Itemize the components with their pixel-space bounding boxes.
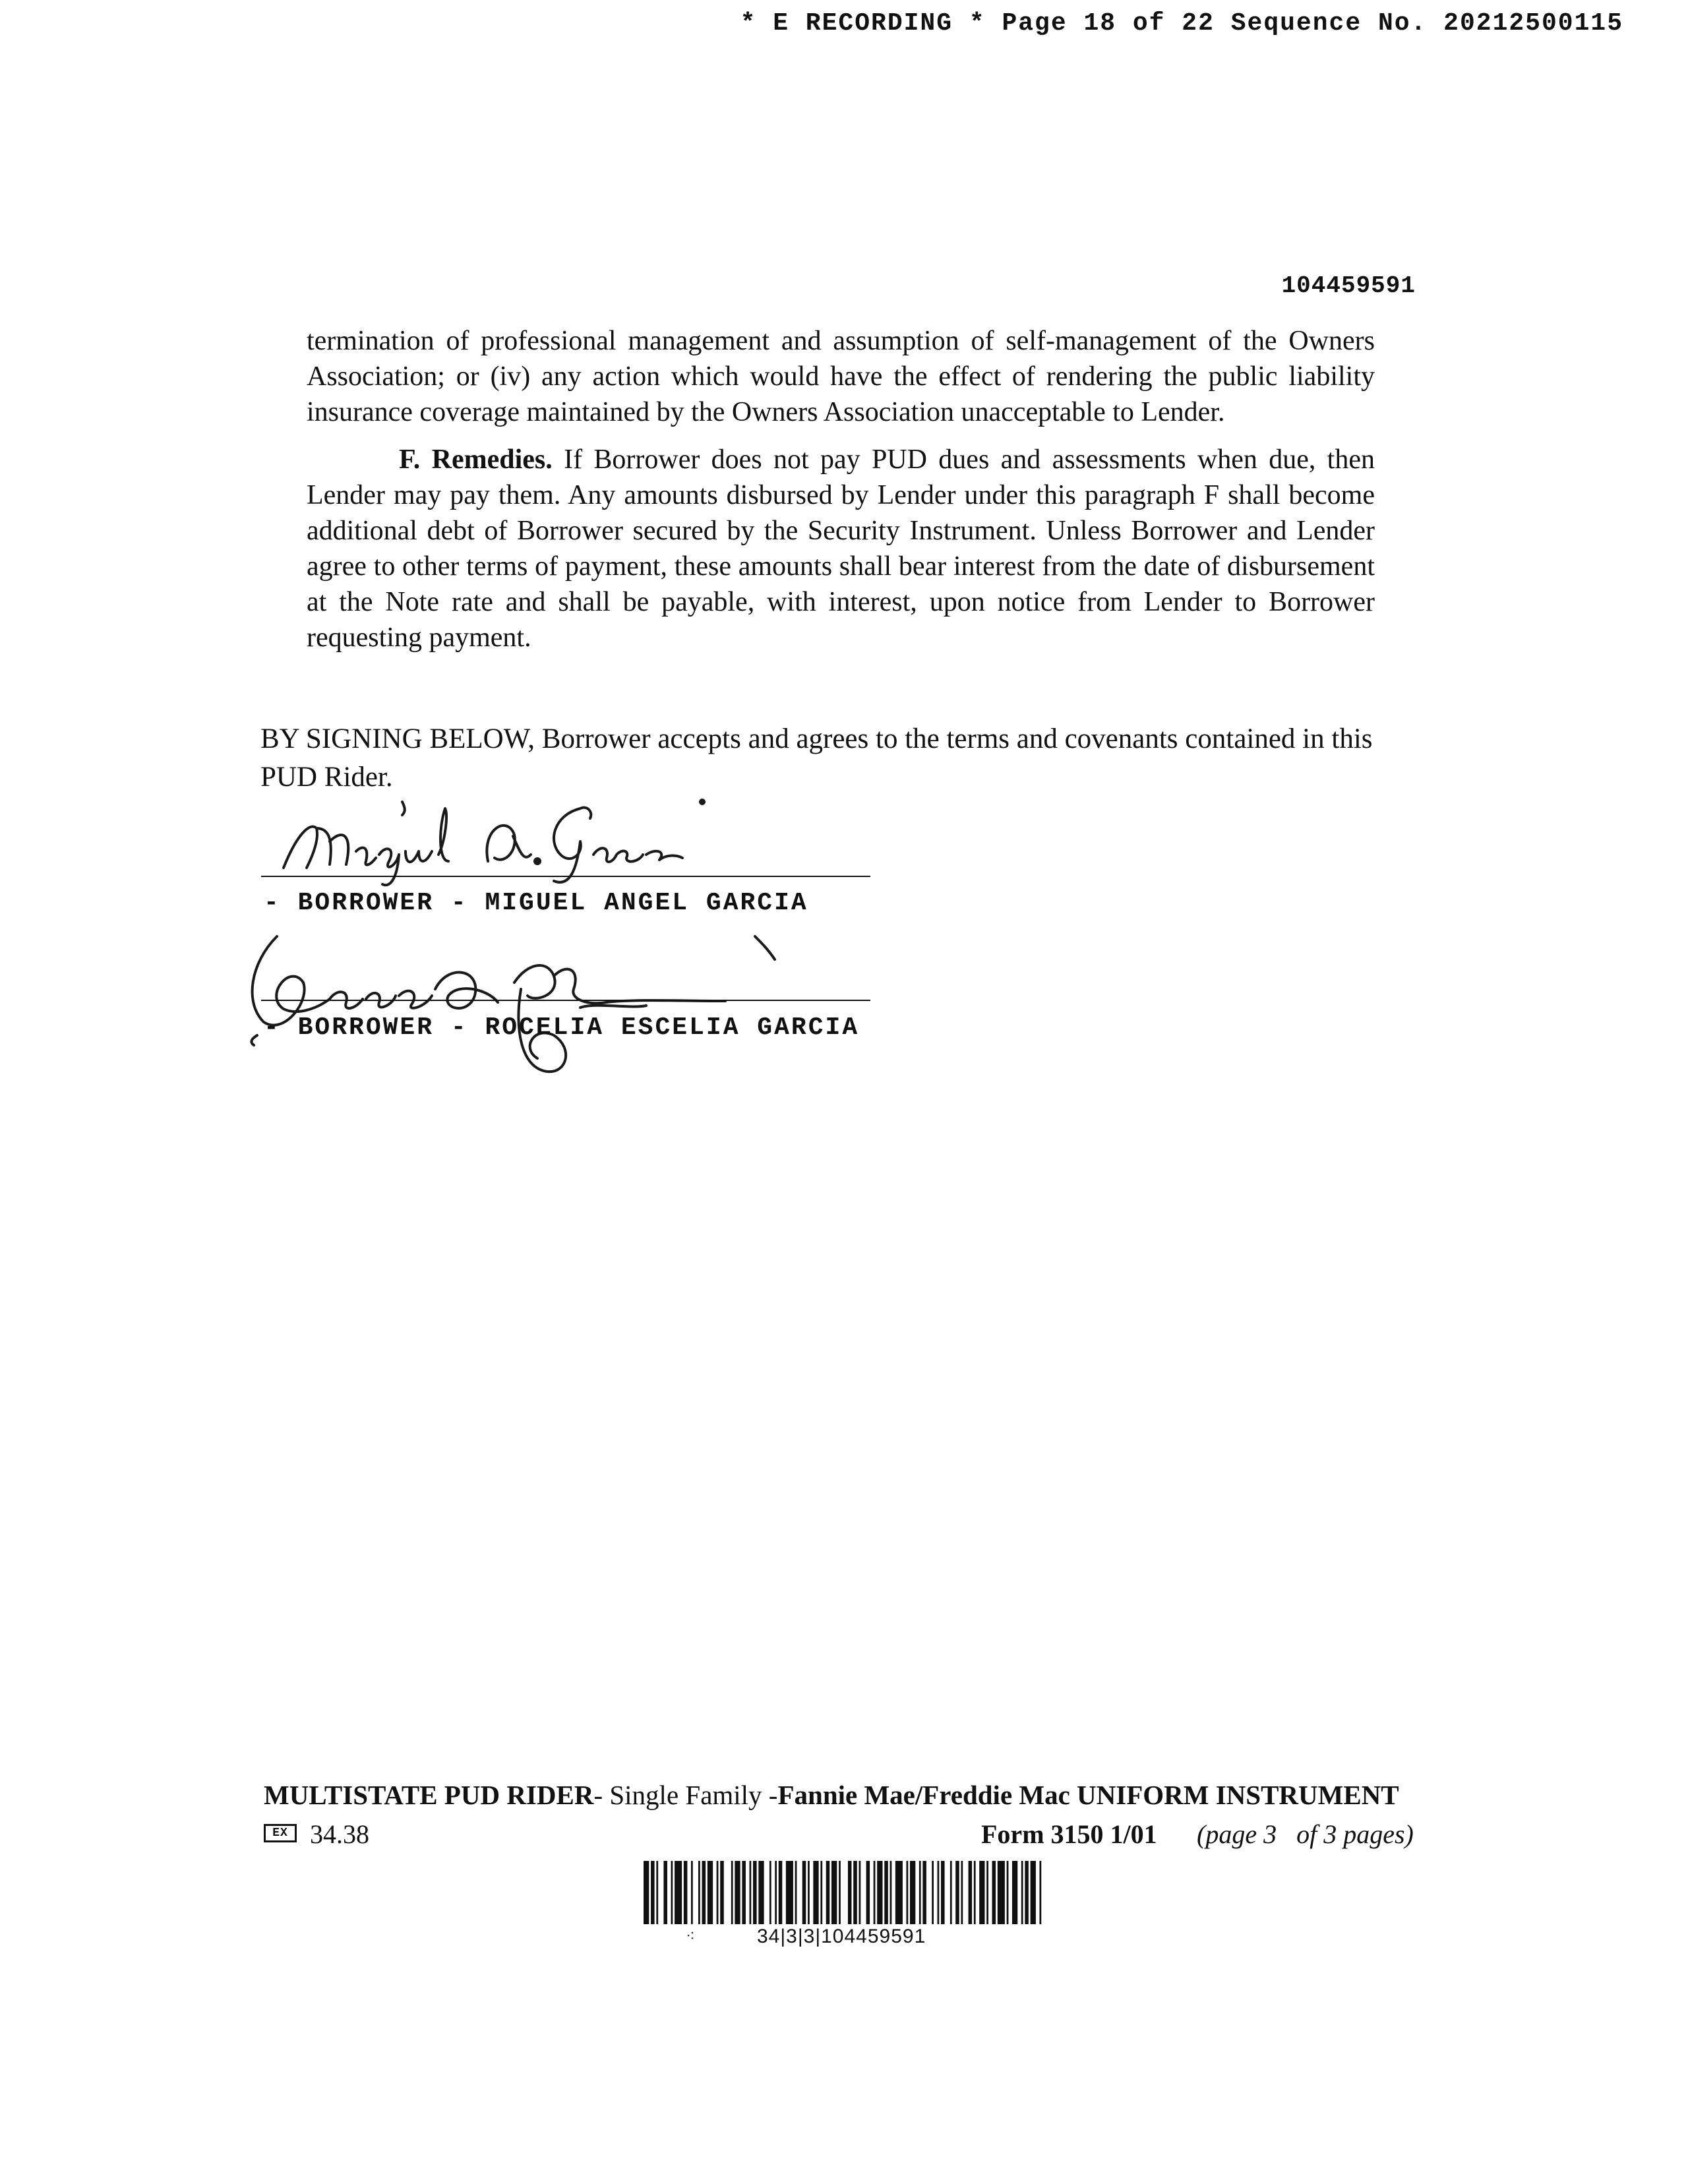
barcode-bar <box>644 1861 649 1924</box>
barcode-bar <box>895 1861 903 1924</box>
signature-rocelia-garcia <box>237 923 831 1095</box>
barcode-bar <box>974 1861 976 1924</box>
ellie-mae-logo-icon: EX <box>264 1824 297 1842</box>
barcode-bar <box>910 1861 915 1924</box>
recording-header: * E RECORDING * Page 18 of 22 Sequence No. 20212500115 <box>740 9 1623 38</box>
form-number: Form 3150 1/01 <box>981 1819 1157 1849</box>
document-barcode <box>644 1861 1043 1924</box>
barcode-bar <box>1021 1861 1023 1924</box>
barcode-bar <box>848 1861 852 1924</box>
barcode-bar <box>769 1861 771 1924</box>
barcode-bar <box>651 1861 655 1924</box>
barcode-bar <box>919 1861 921 1924</box>
barcode-mark-icon: ⁖ <box>686 1928 696 1945</box>
barcode-bar <box>826 1861 830 1924</box>
barcode-bar <box>906 1861 908 1924</box>
barcode-bar <box>717 1861 719 1924</box>
barcode-bar <box>1031 1861 1036 1924</box>
barcode-bar <box>731 1861 733 1924</box>
page-reference: (page 3 of 3 pages) <box>1197 1819 1414 1849</box>
barcode-bar <box>922 1861 926 1924</box>
barcode-bar <box>1025 1861 1029 1924</box>
barcode-bar <box>749 1861 751 1924</box>
barcode-bar <box>853 1861 857 1924</box>
signing-statement: BY SIGNING BELOW, Borrower accepts and agrees to the terms and covenants contained in this PUD Rider. <box>260 723 1373 793</box>
form-title-part3: Fannie Mae/Freddie Mac UNIFORM INSTRUMENT <box>777 1780 1399 1810</box>
barcode-bar <box>808 1861 810 1924</box>
barcode-bar <box>932 1861 934 1924</box>
barcode-bar <box>758 1861 764 1924</box>
barcode-bar <box>938 1861 940 1924</box>
barcode-text: 34|3|3|104459591 <box>757 1926 926 1947</box>
barcode-bar <box>820 1861 822 1924</box>
barcode-bar <box>877 1861 882 1924</box>
paragraph-continuation: termination of professional management and assumption of self-management of the Owners Association; or (iv) any action which would have the effect of rendering the public liability insurance coverage maintained by the Owners Association unacceptable to Lender. <box>307 326 1375 427</box>
barcode-bar <box>998 1861 1005 1924</box>
signature-miguel-garcia <box>270 789 732 894</box>
barcode-bar <box>1012 1861 1017 1924</box>
barcode-bar <box>950 1861 952 1924</box>
barcode-bar <box>656 1861 658 1924</box>
form-info-row <box>264 1819 1418 1852</box>
barcode-bar <box>941 1861 945 1924</box>
barcode-bar <box>702 1861 706 1924</box>
form-title <box>264 1779 1399 1811</box>
paragraph-remedies <box>307 442 1375 655</box>
barcode-bar <box>969 1861 973 1924</box>
loan-number: 104459591 <box>1281 272 1416 299</box>
barcode-bar <box>839 1861 841 1924</box>
barcode-bar <box>671 1861 673 1924</box>
barcode-bar <box>890 1861 892 1924</box>
borrower-label-2: - BORROWER - ROCELIA ESCELIA GARCIA <box>264 1014 860 1042</box>
barcode-bar <box>802 1861 806 1924</box>
barcode-bar <box>775 1861 777 1924</box>
barcode-bar <box>955 1861 959 1924</box>
barcode-bar <box>779 1861 783 1924</box>
barcode-bar <box>720 1861 724 1924</box>
form-title-part2: - Single Family - <box>593 1780 778 1810</box>
barcode-bar <box>992 1861 996 1924</box>
form-title-part1: MULTISTATE PUD RIDER <box>264 1780 594 1810</box>
barcode-bar <box>691 1861 693 1924</box>
signature-line-2 <box>261 1000 870 1001</box>
barcode-bar <box>979 1861 984 1924</box>
barcode-bar <box>742 1861 746 1924</box>
borrower-label-1: - BORROWER - MIGUEL ANGEL GARCIA <box>264 889 808 917</box>
signature-line-1 <box>261 876 870 877</box>
barcode-bar <box>961 1861 963 1924</box>
form-version: 34.38 <box>310 1819 369 1849</box>
barcode-bar <box>786 1861 793 1924</box>
barcode-bar <box>866 1861 870 1924</box>
barcode-bar <box>884 1861 888 1924</box>
barcode-bar <box>708 1861 713 1924</box>
paragraph-heading: F. Remedies. <box>399 444 553 475</box>
barcode-bar <box>859 1861 861 1924</box>
barcode-bar <box>663 1861 667 1924</box>
barcode-bar <box>698 1861 700 1924</box>
barcode-bar <box>813 1861 818 1924</box>
barcode-bar <box>735 1861 740 1924</box>
barcode-bar <box>831 1861 837 1924</box>
barcode-bar <box>795 1861 797 1924</box>
paragraph-text: If Borrower does not pay PUD dues and assessments when due, then Lender may pay them. Any amounts disbursed by Lender under this paragraph F shall become additional debt of Borrower secured by the Security Instrument. Unless Borrower and Lender agree to other terms of payment, these amounts shall bear interest from the date of disbursement at the Note rate and shall be payable, with interest, upon notice from Lender to Borrower requesting payment. <box>307 444 1375 653</box>
barcode-bar <box>753 1861 757 1924</box>
barcode-bar <box>684 1861 688 1924</box>
barcode-bar <box>986 1861 988 1924</box>
barcode-bar <box>675 1861 682 1924</box>
barcode-bar <box>1039 1861 1041 1924</box>
barcode-bar <box>1007 1861 1009 1924</box>
barcode-bar <box>874 1861 876 1924</box>
